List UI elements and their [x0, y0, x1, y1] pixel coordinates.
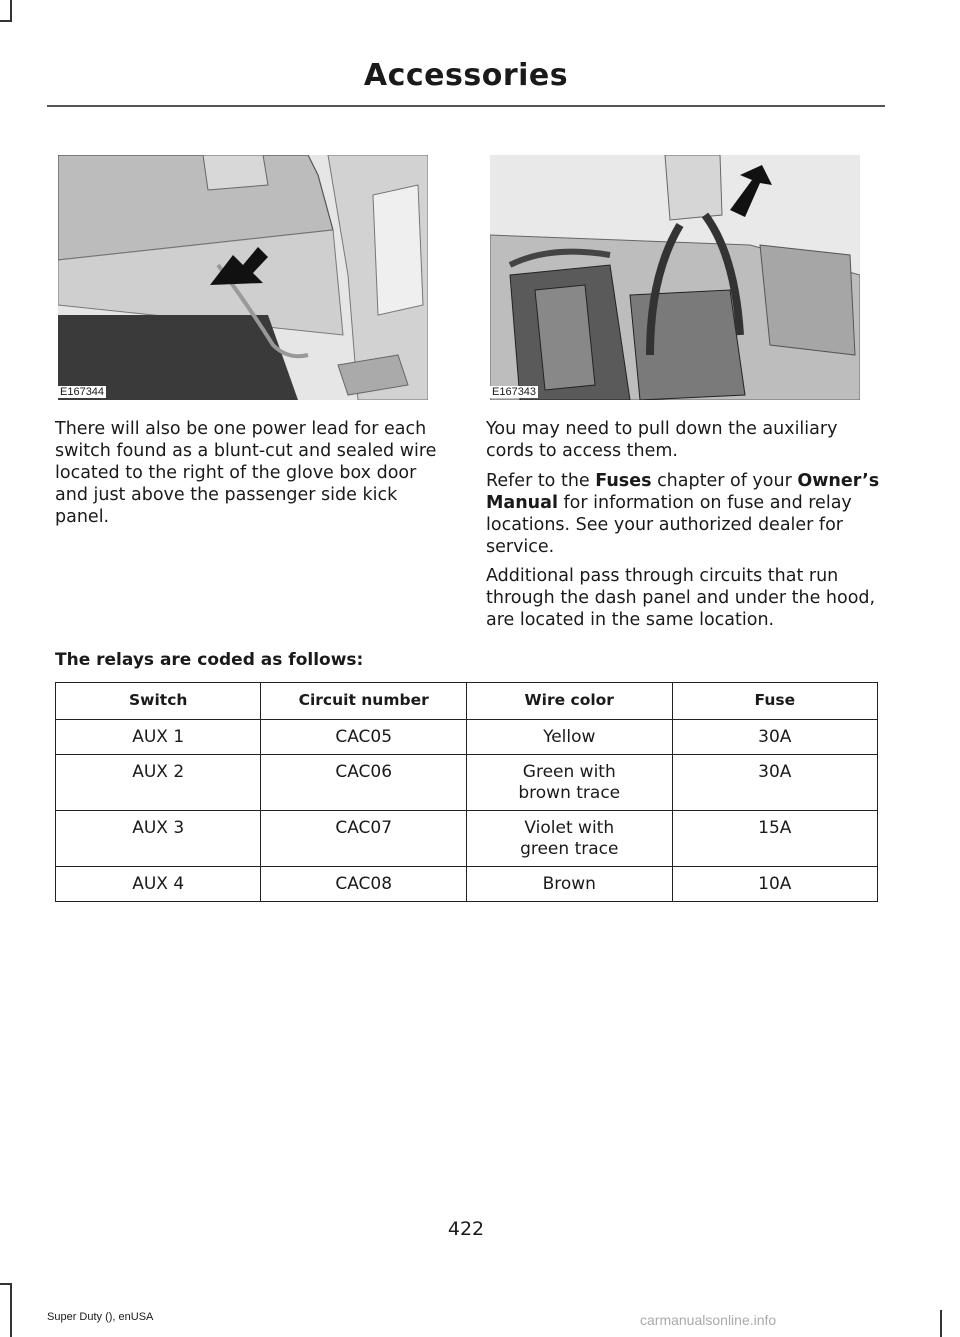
table-cell: 30A — [672, 720, 877, 755]
table-cell: CAC07 — [261, 811, 466, 867]
page-title: Accessories — [363, 58, 569, 93]
table-cell: AUX 3 — [56, 811, 261, 867]
table-cell: Green with brown trace — [466, 755, 672, 811]
table-cell: 10A — [672, 867, 877, 902]
table-cell: 30A — [672, 755, 877, 811]
column-header: Wire color — [466, 683, 672, 720]
body-paragraph-fuses — [486, 470, 886, 558]
crop-mark — [10, 1283, 12, 1337]
table-cell: CAC06 — [261, 755, 466, 811]
glovebox-illustration — [58, 155, 428, 400]
table-cell: 15A — [672, 811, 877, 867]
column-header: Circuit number — [261, 683, 466, 720]
fuses-chapter-ref: Fuses — [595, 471, 652, 491]
table-row — [56, 811, 878, 867]
owners-manual-ref: Owner’s Manual — [486, 471, 880, 513]
figure-code: E167344 — [60, 386, 105, 398]
table-cell: AUX 4 — [56, 867, 261, 902]
page-number: 422 — [447, 1218, 485, 1240]
table-row — [56, 755, 878, 811]
table-row — [56, 867, 878, 902]
relay-illustration — [490, 155, 860, 400]
watermark[interactable]: carmanualsonline.info — [640, 1312, 777, 1328]
table-cell: AUX 2 — [56, 755, 261, 811]
table-heading: The relays are coded as follows: — [55, 650, 364, 670]
text-span: chapter of your — [651, 471, 798, 491]
column-header: Fuse — [672, 683, 877, 720]
header-divider — [47, 105, 885, 107]
relay-table — [55, 682, 878, 902]
figure-relay-cables — [490, 155, 860, 400]
body-paragraph: There will also be one power lead for each switch found as a blunt-cut and sealed wire located to the right of the glove box door and just above the passenger side kick panel. — [55, 419, 437, 527]
text-span: Refer to the — [486, 471, 596, 491]
table-header-row — [56, 683, 878, 720]
table-row — [56, 720, 878, 755]
body-paragraph: You may need to pull down the auxiliary cords to access them. — [486, 419, 838, 461]
column-header: Switch — [56, 683, 261, 720]
table-cell: Brown — [466, 867, 672, 902]
figure-code: E167343 — [492, 386, 537, 398]
crop-mark — [0, 1283, 12, 1285]
table-cell: Violet with green trace — [466, 811, 672, 867]
figure-glovebox-area — [58, 155, 428, 400]
table-cell: Yellow — [466, 720, 672, 755]
crop-mark — [10, 0, 12, 22]
table-cell: CAC08 — [261, 867, 466, 902]
table-cell: CAC05 — [261, 720, 466, 755]
footer-text: Super Duty (), enUSA — [47, 1311, 154, 1323]
body-paragraph: Additional pass through circuits that run through the dash panel and under the hood, are located in the same location. — [486, 566, 876, 630]
table-cell: AUX 1 — [56, 720, 261, 755]
text-span: for information on fuse and relay locations. See your authorized dealer for service. — [486, 493, 852, 557]
crop-mark — [0, 20, 12, 22]
crop-mark — [940, 1310, 942, 1337]
